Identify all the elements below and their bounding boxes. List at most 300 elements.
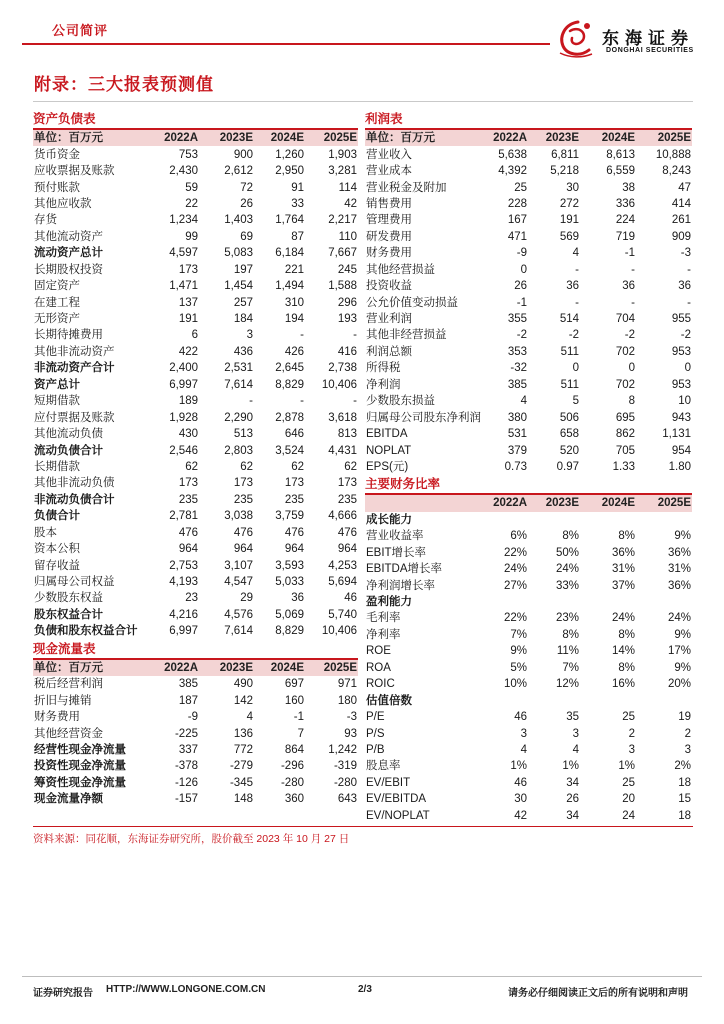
value-cell: 2,738: [328, 362, 357, 375]
value-cell: 5,083: [224, 247, 253, 260]
value-cell: 426: [284, 345, 304, 358]
value-cell: 8,243: [662, 165, 691, 178]
value-cell: 180: [337, 694, 357, 707]
value-cell: 42: [514, 809, 527, 822]
section-row: [365, 594, 692, 610]
value-cell: 36%: [611, 546, 635, 559]
row-label: 归属母公司股东净利润: [366, 411, 481, 424]
value-cell: 511: [560, 345, 579, 358]
value-cell: 23: [185, 592, 198, 605]
value-cell: -280: [280, 776, 304, 789]
value-cell: 0: [684, 362, 691, 375]
logo-name-cn: 东海证券: [602, 29, 694, 48]
value-cell: -345: [229, 776, 253, 789]
value-cell: 29: [240, 592, 253, 605]
value-cell: -2: [516, 329, 527, 342]
table-row: [33, 492, 358, 508]
table-row: [365, 561, 692, 577]
row-label: 财务费用: [366, 247, 412, 260]
value-cell: 1,131: [662, 428, 691, 441]
row-label: 净利润增长率: [366, 579, 435, 592]
value-cell: 50%: [555, 546, 579, 559]
row-label: 无形资产: [34, 313, 80, 326]
value-cell: 8,829: [275, 378, 304, 391]
value-cell: 1%: [562, 760, 579, 773]
value-cell: 16%: [611, 678, 635, 691]
value-cell: 9%: [674, 661, 691, 674]
value-cell: 24%: [611, 612, 635, 625]
row-label: 股东权益合计: [34, 608, 103, 621]
row-label: 应收票据及账款: [34, 165, 115, 178]
value-cell: 4: [572, 743, 579, 756]
value-cell: 228: [507, 197, 527, 210]
value-cell: 337: [178, 743, 198, 756]
value-cell: -279: [229, 760, 253, 773]
row-label: 营业收益率: [366, 530, 424, 543]
row-label: 非流动负债合计: [34, 493, 115, 506]
value-cell: 753: [178, 148, 198, 161]
value-cell: 110: [338, 230, 357, 243]
row-label: 其他经营资金: [34, 727, 103, 740]
value-cell: 99: [185, 230, 198, 243]
row-label: 长期股权投资: [34, 263, 103, 276]
value-cell: 2,430: [169, 165, 198, 178]
row-label: 长期借款: [34, 460, 80, 473]
year-header: 2024E: [254, 130, 305, 146]
table-row: [365, 459, 692, 475]
value-cell: -1: [516, 296, 527, 309]
value-cell: 702: [615, 378, 635, 391]
value-cell: 511: [560, 378, 579, 391]
value-cell: 5,033: [275, 576, 304, 589]
table-row: [33, 344, 358, 360]
table-row: [365, 528, 692, 544]
value-cell: 813: [337, 428, 357, 441]
value-cell: 5,740: [328, 608, 357, 621]
value-cell: -: [249, 395, 253, 408]
value-cell: -3: [346, 711, 357, 724]
table-row: [33, 557, 358, 573]
year-header: 2025E: [305, 130, 358, 146]
table-row: [33, 590, 358, 606]
table-row: [365, 627, 692, 643]
table-row: [33, 442, 358, 458]
value-cell: 10: [678, 395, 691, 408]
row-label: P/B: [366, 743, 385, 756]
value-cell: 646: [284, 428, 304, 441]
row-label: 其他非经营损益: [366, 329, 447, 342]
value-cell: 136: [233, 727, 253, 740]
value-cell: 14%: [611, 645, 635, 658]
row-label: EBITDA增长率: [366, 563, 443, 576]
cash-flow-body: [33, 676, 358, 808]
row-label: 净利润: [366, 378, 401, 391]
title-divider: [33, 101, 693, 102]
value-cell: 36%: [667, 546, 691, 559]
value-cell: 5,218: [550, 165, 579, 178]
value-cell: 954: [671, 444, 691, 457]
value-cell: -: [631, 263, 635, 276]
table-row: [33, 758, 358, 774]
value-cell: -225: [174, 727, 198, 740]
table-row: [365, 791, 692, 807]
table-row: [365, 758, 692, 774]
value-cell: 27%: [503, 579, 527, 592]
value-cell: 22: [185, 197, 198, 210]
value-cell: 5,638: [498, 148, 527, 161]
empty-cell: [483, 512, 528, 528]
value-cell: 272: [559, 197, 579, 210]
value-cell: 1,494: [275, 280, 304, 293]
footer-divider: [22, 976, 702, 977]
report-category-label: 公司简评: [52, 23, 109, 38]
table-row: [33, 508, 358, 524]
value-cell: -296: [280, 760, 304, 773]
value-cell: -126: [174, 776, 198, 789]
row-label: 毛利率: [366, 612, 401, 625]
value-cell: 8%: [618, 661, 635, 674]
table-row: [33, 393, 358, 409]
value-cell: 353: [507, 345, 527, 358]
row-label: 其他非流动资产: [34, 345, 115, 358]
value-cell: 476: [178, 526, 198, 539]
value-cell: 197: [233, 263, 253, 276]
table-row: [33, 541, 358, 557]
table-row: [33, 196, 358, 212]
section-label: 估值倍数: [366, 694, 412, 707]
value-cell: 7,614: [224, 625, 253, 638]
page-number: 2/3: [358, 984, 372, 995]
table-row: [33, 179, 358, 195]
value-cell: 36%: [667, 579, 691, 592]
value-cell: 10,406: [321, 625, 357, 638]
value-cell: 430: [178, 428, 198, 441]
value-cell: 955: [671, 313, 691, 326]
value-cell: 33: [291, 197, 304, 210]
value-cell: 2,753: [169, 559, 198, 572]
value-cell: 7%: [510, 628, 527, 641]
value-cell: 47: [678, 181, 691, 194]
value-cell: 0.73: [504, 460, 527, 473]
row-label: P/E: [366, 711, 385, 724]
value-cell: 19: [678, 711, 691, 724]
value-cell: -2: [680, 329, 691, 342]
value-cell: 964: [284, 543, 304, 556]
value-cell: 257: [233, 296, 253, 309]
value-cell: 3,618: [328, 411, 357, 424]
unit-label: 单位：百万元: [33, 660, 145, 676]
empty-cell: [528, 692, 580, 708]
value-cell: 862: [615, 428, 635, 441]
value-cell: 3,281: [328, 165, 357, 178]
table-row: [365, 775, 692, 791]
value-cell: 69: [240, 230, 253, 243]
value-cell: 6,997: [169, 625, 198, 638]
income-statement-table: [365, 130, 692, 475]
row-label: 所得税: [366, 362, 401, 375]
value-cell: 2,645: [275, 362, 304, 375]
value-cell: -9: [187, 711, 198, 724]
empty-cell: [580, 692, 636, 708]
table-row: [365, 393, 692, 409]
ratios-table: [365, 495, 692, 824]
value-cell: 4: [520, 395, 527, 408]
value-cell: -: [687, 263, 691, 276]
value-cell: 25: [622, 711, 635, 724]
row-label: 少数股东损益: [366, 395, 435, 408]
row-label: EPS(元): [366, 460, 409, 473]
value-cell: -280: [333, 776, 357, 789]
value-cell: 8: [628, 395, 635, 408]
value-cell: 72: [240, 181, 253, 194]
value-cell: 46: [514, 776, 527, 789]
value-cell: 416: [337, 345, 357, 358]
value-cell: 4,216: [169, 608, 198, 621]
value-cell: 36: [566, 280, 579, 293]
table-row: [33, 742, 358, 758]
value-cell: -: [353, 329, 357, 342]
row-label: 净利率: [366, 628, 401, 641]
value-cell: 1,903: [328, 148, 357, 161]
table-row: [365, 660, 692, 676]
value-cell: 15: [678, 793, 691, 806]
value-cell: 18: [678, 776, 691, 789]
year-header: 2025E: [305, 660, 358, 676]
value-cell: 2,803: [224, 444, 253, 457]
value-cell: 1,764: [275, 214, 304, 227]
value-cell: 191: [559, 214, 579, 227]
balance-sheet-body: [33, 146, 358, 639]
table-row: [33, 262, 358, 278]
table-row: [365, 311, 692, 327]
balance-sheet-title: 资产负债表: [33, 110, 358, 130]
value-cell: 705: [615, 444, 635, 457]
value-cell: 1.33: [612, 460, 635, 473]
value-cell: 193: [337, 313, 357, 326]
tables-bottom-divider: [33, 826, 693, 827]
table-row: [33, 327, 358, 343]
table-row: [365, 327, 692, 343]
value-cell: 1,928: [169, 411, 198, 424]
value-cell: 909: [671, 230, 691, 243]
value-cell: 8%: [562, 530, 579, 543]
row-label: 利润总额: [366, 345, 412, 358]
value-cell: 2,950: [275, 165, 304, 178]
unit-label: 单位：百万元: [33, 130, 145, 146]
table-row: [33, 475, 358, 491]
value-cell: 10,406: [321, 378, 357, 391]
row-label: 公允价值变动损益: [366, 296, 458, 309]
table-row: [33, 525, 358, 541]
value-cell: 33%: [555, 579, 579, 592]
table-row: [365, 676, 692, 692]
value-cell: 12%: [555, 678, 579, 691]
value-cell: 36: [678, 280, 691, 293]
row-label: P/S: [366, 727, 385, 740]
value-cell: 385: [178, 678, 198, 691]
row-label: 管理费用: [366, 214, 412, 227]
value-cell: 4,547: [224, 576, 253, 589]
value-cell: -2: [568, 329, 579, 342]
value-cell: 436: [233, 345, 253, 358]
value-cell: 1.80: [668, 460, 691, 473]
value-cell: 10,888: [655, 148, 691, 161]
empty-cell: [636, 692, 692, 708]
value-cell: 11%: [556, 645, 579, 658]
value-cell: 36: [622, 280, 635, 293]
value-cell: -: [631, 296, 635, 309]
value-cell: 24%: [503, 563, 527, 576]
value-cell: 1,403: [224, 214, 253, 227]
empty-cell: [636, 512, 692, 528]
row-label: EV/EBIT: [366, 776, 411, 789]
value-cell: 261: [671, 214, 691, 227]
value-cell: 31%: [667, 563, 691, 576]
cash-flow-title: 现金流量表: [33, 640, 358, 660]
row-label: 在建工程: [34, 296, 80, 309]
source-note: 资料来源：同花顺，东海证券研究所，股价截至 2023 年 10 月 27 日: [33, 833, 350, 845]
table-header-row: [33, 130, 358, 146]
value-cell: 422: [178, 345, 198, 358]
value-cell: 167: [507, 214, 527, 227]
table-row: [33, 607, 358, 623]
table-header-row: [33, 660, 358, 676]
row-label: 长期待摊费用: [34, 329, 103, 342]
value-cell: 30: [566, 181, 579, 194]
cash-flow-table: [33, 660, 358, 808]
table-row: [33, 212, 358, 228]
row-label: EBIT增长率: [366, 546, 427, 559]
value-cell: 5,069: [275, 608, 304, 621]
table-row: [33, 294, 358, 310]
company-logo: [556, 16, 706, 62]
value-cell: 148: [233, 793, 253, 806]
value-cell: 4: [520, 743, 527, 756]
value-cell: 114: [338, 181, 357, 194]
table-row: [33, 623, 358, 639]
table-row: [33, 360, 358, 376]
value-cell: 8%: [562, 628, 579, 641]
value-cell: 4,576: [224, 608, 253, 621]
row-label: 资产总计: [34, 378, 80, 391]
table-row: [33, 791, 358, 807]
value-cell: 235: [233, 493, 253, 506]
value-cell: 476: [233, 526, 253, 539]
value-cell: 191: [178, 313, 198, 326]
value-cell: 4,253: [328, 559, 357, 572]
value-cell: -32: [510, 362, 527, 375]
empty-cell: [580, 512, 636, 528]
table-row: [33, 426, 358, 442]
year-header: 2022A: [145, 660, 199, 676]
value-cell: 506: [559, 411, 579, 424]
table-row: [365, 163, 692, 179]
value-cell: 24%: [555, 563, 579, 576]
value-cell: -: [353, 395, 357, 408]
value-cell: 8%: [618, 530, 635, 543]
value-cell: 0: [572, 362, 579, 375]
value-cell: -378: [174, 760, 198, 773]
value-cell: 2: [628, 727, 635, 740]
value-cell: 7,667: [328, 247, 357, 260]
value-cell: 189: [178, 395, 198, 408]
row-label: EV/NOPLAT: [366, 809, 430, 822]
page-title: 附录：三大报表预测值: [34, 75, 214, 94]
value-cell: 9%: [674, 530, 691, 543]
table-row: [365, 245, 692, 261]
value-cell: -1: [624, 247, 635, 260]
value-cell: 37%: [611, 579, 635, 592]
table-row: [365, 212, 692, 228]
balance-sheet-table: [33, 130, 358, 640]
value-cell: 355: [507, 313, 527, 326]
value-cell: 569: [559, 230, 579, 243]
footer-url-link[interactable]: HTTP://WWW.LONGONE.COM.CN: [106, 984, 266, 995]
row-label: 现金流量净额: [34, 793, 103, 806]
value-cell: 704: [615, 313, 635, 326]
value-cell: 3: [520, 727, 527, 740]
year-header: 2022A: [145, 130, 199, 146]
value-cell: 38: [622, 181, 635, 194]
income-statement-title: 利润表: [365, 110, 692, 130]
value-cell: 476: [337, 526, 357, 539]
value-cell: 93: [344, 727, 357, 740]
value-cell: 3: [628, 743, 635, 756]
table-row: [33, 459, 358, 475]
value-cell: 953: [671, 378, 691, 391]
year-header: 2023E: [528, 495, 580, 511]
row-label: 税后经营利润: [34, 678, 103, 691]
value-cell: 5,694: [328, 576, 357, 589]
row-label: 销售费用: [366, 197, 412, 210]
value-cell: 471: [507, 230, 527, 243]
year-header: 2023E: [199, 130, 254, 146]
value-cell: 8%: [618, 628, 635, 641]
row-label: 流动资产总计: [34, 247, 103, 260]
value-cell: 2,546: [169, 444, 198, 457]
value-cell: 1%: [510, 760, 527, 773]
table-row: [365, 377, 692, 393]
value-cell: 964: [337, 543, 357, 556]
header-divider: [22, 43, 550, 45]
value-cell: 531: [507, 428, 527, 441]
row-label: 经营性现金净流量: [34, 743, 126, 756]
table-row: [365, 577, 692, 593]
value-cell: 971: [337, 678, 357, 691]
value-cell: 964: [178, 543, 198, 556]
row-label: 其他非流动负债: [34, 477, 115, 490]
table-row: [33, 278, 358, 294]
value-cell: 10%: [503, 678, 527, 691]
table-row: [365, 294, 692, 310]
row-label: 负债和股东权益合计: [34, 625, 138, 638]
value-cell: 379: [507, 444, 527, 457]
value-cell: -9: [516, 247, 527, 260]
row-label: 其他应收款: [34, 197, 92, 210]
value-cell: 235: [337, 493, 357, 506]
row-label: 折旧与摊销: [34, 694, 92, 707]
row-label: 投资性现金净流量: [34, 760, 126, 773]
value-cell: 2,400: [169, 362, 198, 375]
row-label: 负债合计: [34, 510, 80, 523]
row-label: 固定资产: [34, 280, 80, 293]
value-cell: 87: [291, 230, 304, 243]
value-cell: 26: [566, 793, 579, 806]
value-cell: 173: [178, 263, 198, 276]
value-cell: 1,471: [169, 280, 198, 293]
table-row: [33, 725, 358, 741]
value-cell: 7: [297, 727, 304, 740]
